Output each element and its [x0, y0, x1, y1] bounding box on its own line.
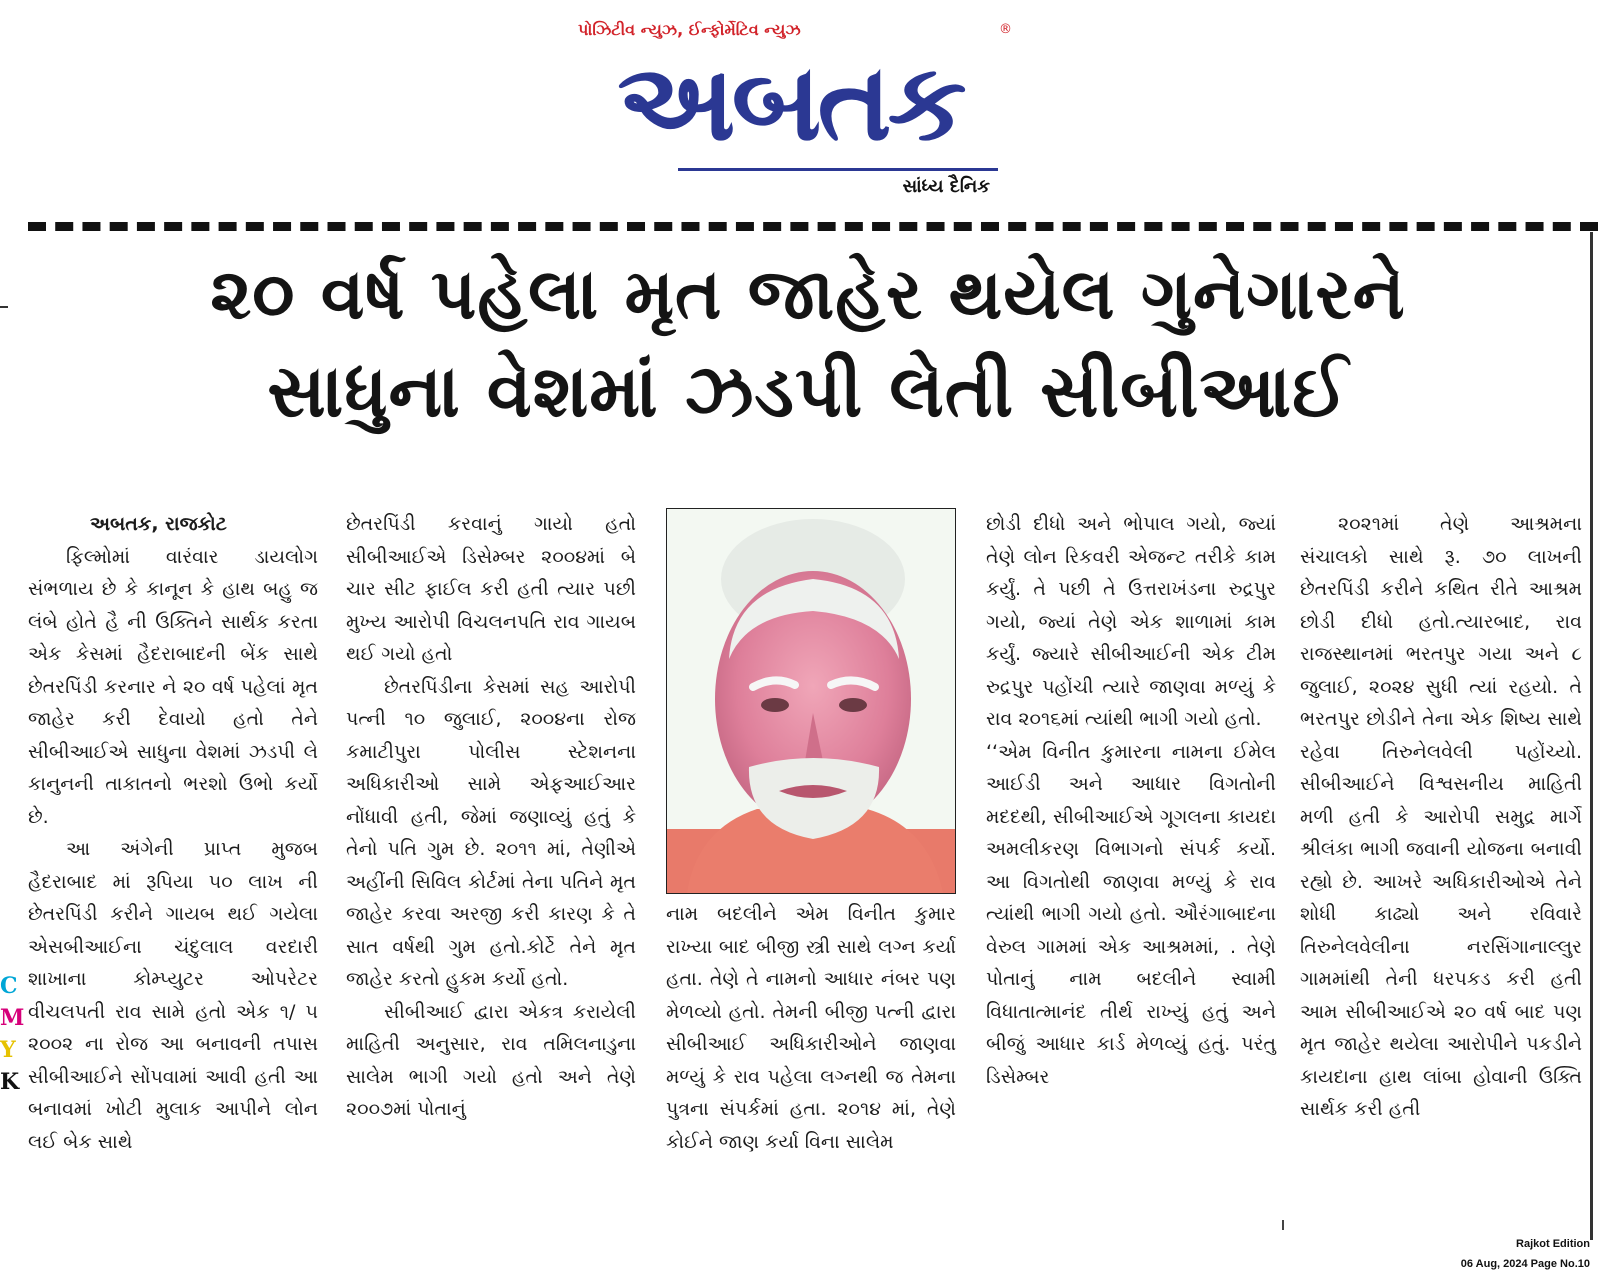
registered-mark: ®: [999, 22, 1012, 37]
article-column-5: [1300, 508, 1582, 1126]
yellow-mark: Y: [0, 1037, 16, 1063]
paragraph: સીબીઆઈ દ્વારા એકત્ર કરાયેલી માહિતી અનુસાર, રાવ તમિલનાડુના સાલેમ ભાગી ગયો હતો અને તેણે ૨૦૦૭માં પોતાનું: [346, 1000, 636, 1120]
magenta-mark: M: [0, 1005, 25, 1031]
accused-photo: [666, 508, 956, 894]
paragraph: ‘‘એમ વિનીત કુમારના નામના ઈમેલ આઈડી અને આધાર વિગતોની મદદથી, સીબીઆઈએ ગૂગલના કાયદા અમલીકરણ વિભાગનો સંપર્ક કર્યો. આ વિગતોથી જાણવા મળ્યું કે રાવ ત્યાંથી ભાગી ગયો હતો. ઔરંગાબાદના વેરુલ ગામમાં એક આશ્રમમાં, . તેણે પોતાનું નામ બદલીને સ્વામી વિધાતાત્માનંદ તીર્થ રાખ્યું હતું અને બીજું આધાર કાર્ડ મેળવ્યું હતું. પરંતુ ડિસેમ્બર: [986, 740, 1276, 1088]
newspaper-logo: અબતક: [617, 41, 963, 165]
tick-mark: [1282, 1220, 1284, 1230]
crop-mark: [0, 306, 8, 308]
headline-line-2: સાધુના વેશમાં ઝડપી લેતી સીબીઆઈ: [267, 349, 1349, 433]
paragraph: છેતરપિંડીના કેસમાં સહ આરોપી પત્ની ૧૦ જુલાઈ, ૨૦૦૪ના રોજ કમાટીપુરા પોલીસ સ્ટેશનના અધિકારીઓ સામે એફઆઈઆર નોંધાવી હતી, જેમાં જણાવ્યું હતું કે તેનો પતિ ગુમ છે. ૨૦૧૧ માં, તેણીએ અહીંની સિવિલ કોર્ટમાં તેના પતિને મૃત જાહેર કરવા અરજી કરી કારણ કે તે સાત વર્ષથી ગુમ હતો.કોર્ટે તેને મૃત જાહેર કરતો હુકમ કર્યો હતો.: [346, 675, 636, 990]
edition-label: Rajkot Edition: [1516, 1238, 1590, 1250]
right-border: [1590, 232, 1593, 1240]
dashed-divider: [28, 222, 1598, 231]
paragraph: છેતરપિંડી કરવાનું ગાયો હતો સીબીઆઈએ ડિસેમ્બર ૨૦૦૪માં બે ચાર સીટ ફાઈલ કરી હતી ત્યાર પછી મુખ્ય આરોપી વિચલનપતિ રાવ ગાયબ થઈ ગયો હતો: [346, 513, 636, 665]
black-mark: K: [0, 1069, 20, 1095]
article-column-1: [28, 508, 318, 1158]
paragraph: છોડી દીધો અને ભોપાલ ગયો, જ્યાં તેણે લોન રિકવરી એજન્ટ તરીકે કામ કર્યું. તે પછી તે ઉત્તરાખંડના રુદ્રપુર ગયો, જ્યાં તેણે એક શાળામાં કામ કર્યું. જ્યારે સીબીઆઈની એક ટીમ રુદ્રપુર પહોંચી ત્યારે જાણવા મળ્યું કે રાવ ૨૦૧૬માં ત્યાંથી ભાગી ગયો હતો.: [986, 513, 1276, 730]
masthead-tagline: પોઝિટીવ ન્યુઝ, ઈન્ફોર્મેટિવ ન્યુઝ: [578, 20, 801, 39]
headline-line-1: ૨૦ વર્ષ પહેલા મૃત જાહેર થયેલ ગુનેગારને: [210, 253, 1406, 335]
color-registration-marks: [0, 970, 24, 1098]
masthead: [560, 18, 1020, 204]
logo-underline: [678, 168, 998, 171]
headline: [28, 246, 1588, 440]
byline: અબતક, રાજકોટ: [90, 513, 227, 535]
article-column-4: [986, 508, 1276, 1093]
article-column-2: [346, 508, 636, 1126]
cyan-mark: C: [0, 973, 18, 999]
masthead-subtitle: સાંધ્ય દૈનિક: [902, 176, 990, 197]
paragraph: ફિલ્મોમાં વારંવાર ડાયલોગ સંભળાય છે કે કાનૂન કે હાથ બહુ જ લંબે હોતે હૈ ની ઉક્તિને સાર્થક કરતા એક કેસમાં હૈદરાબાદની બેંક સાથે છેતરપિંડી કરનાર ને ૨૦ વર્ષ પહેલાં મૃત જાહેર કરી દેવાયો હતો તેને સીબીઆઈએ સાધુના વેશમાં ઝડપી લે કાનુનની તાકાતનો ભરશો ઉભો કર્યો છે.: [28, 545, 318, 828]
photo-caption-continued-text: નામ બદલીને એમ વિનીત કુમાર રાખ્યા બાદ બીજી સ્ત્રી સાથે લગ્ન કર્યા હતા. તેણે તે નામનો આધાર નંબર પણ મેળવ્યો હતો. તેમની બીજી પત્ની દ્વારા સીબીઆઈ અધિકારીઓને જાણવા મળ્યું કે રાવ પહેલા લગ્નથી જ તેમના પુત્રના સંપર્કમાં હતા. ૨૦૧૪ માં, તેણે કોઈને જાણ કર્યા વિના સાલેમ: [666, 903, 956, 1153]
paragraph: આ અંગેની પ્રાપ્ત મુજબ હૈદરાબાદ માં રૂપિયા ૫૦ લાખ ની છેતરપિંડી કરીને ગાયબ થઈ ગયેલા એસબીઆઈના ચંદુલાલ વરદારી શાખાના કોમ્પ્યુટર ઓપરેટર વીચલપતી રાવ સામે હતો એક ૧/ ૫ ૨૦૦૨ ના રોજ આ બનાવની તપાસ સીબીઆઈને સોંપવામાં આવી હતી આ બનાવમાં ખોટી મુલાક આપીને લોન લઈ બેક સાથે: [28, 838, 318, 1153]
date-page-label: 06 Aug, 2024 Page No.10: [1460, 1258, 1590, 1270]
portrait-image: [667, 509, 955, 893]
paragraph: ૨૦૨૧માં તેણે આશ્રમના સંચાલકો સાથે રૂ. ૭૦ લાખની છેતરપિંડી કરીને કથિત રીતે આશ્રમ છોડી દીધો હતો.ત્યારબાદ, રાવ રાજસ્થાનમાં ભરતપુર ગયા અને ૮ જુલાઈ, ૨૦૨૪ સુધી ત્યાં રહયો. તે ભરતપુર છોડીને તેના એક શિષ્ય સાથે રહેવા તિરુનેલવેલી પહોંચ્યો. સીબીઆઈને વિશ્વસનીય માહિતી મળી હતી કે આરોપી સમુદ્ર માર્ગે શ્રીલંકા ભાગી જવાની યોજના બનાવી રહ્યો છે. આખરે અધિકારીઓએ તેને શોધી કાઢ્યો અને રવિવારે તિરુનેલવેલીના નરસિંગાનાલ્લુર ગામમાંથી તેની ધરપકડ કરી હતી આમ સીબીઆઈએ ૨૦ વર્ષ બાદ પણ મૃત જાહેર થયેલા આરોપીને પકડીને કાયદાના હાથ લાંબા હોવાની ઉક્તિ સાર્થક કરી હતી: [1300, 513, 1582, 1120]
